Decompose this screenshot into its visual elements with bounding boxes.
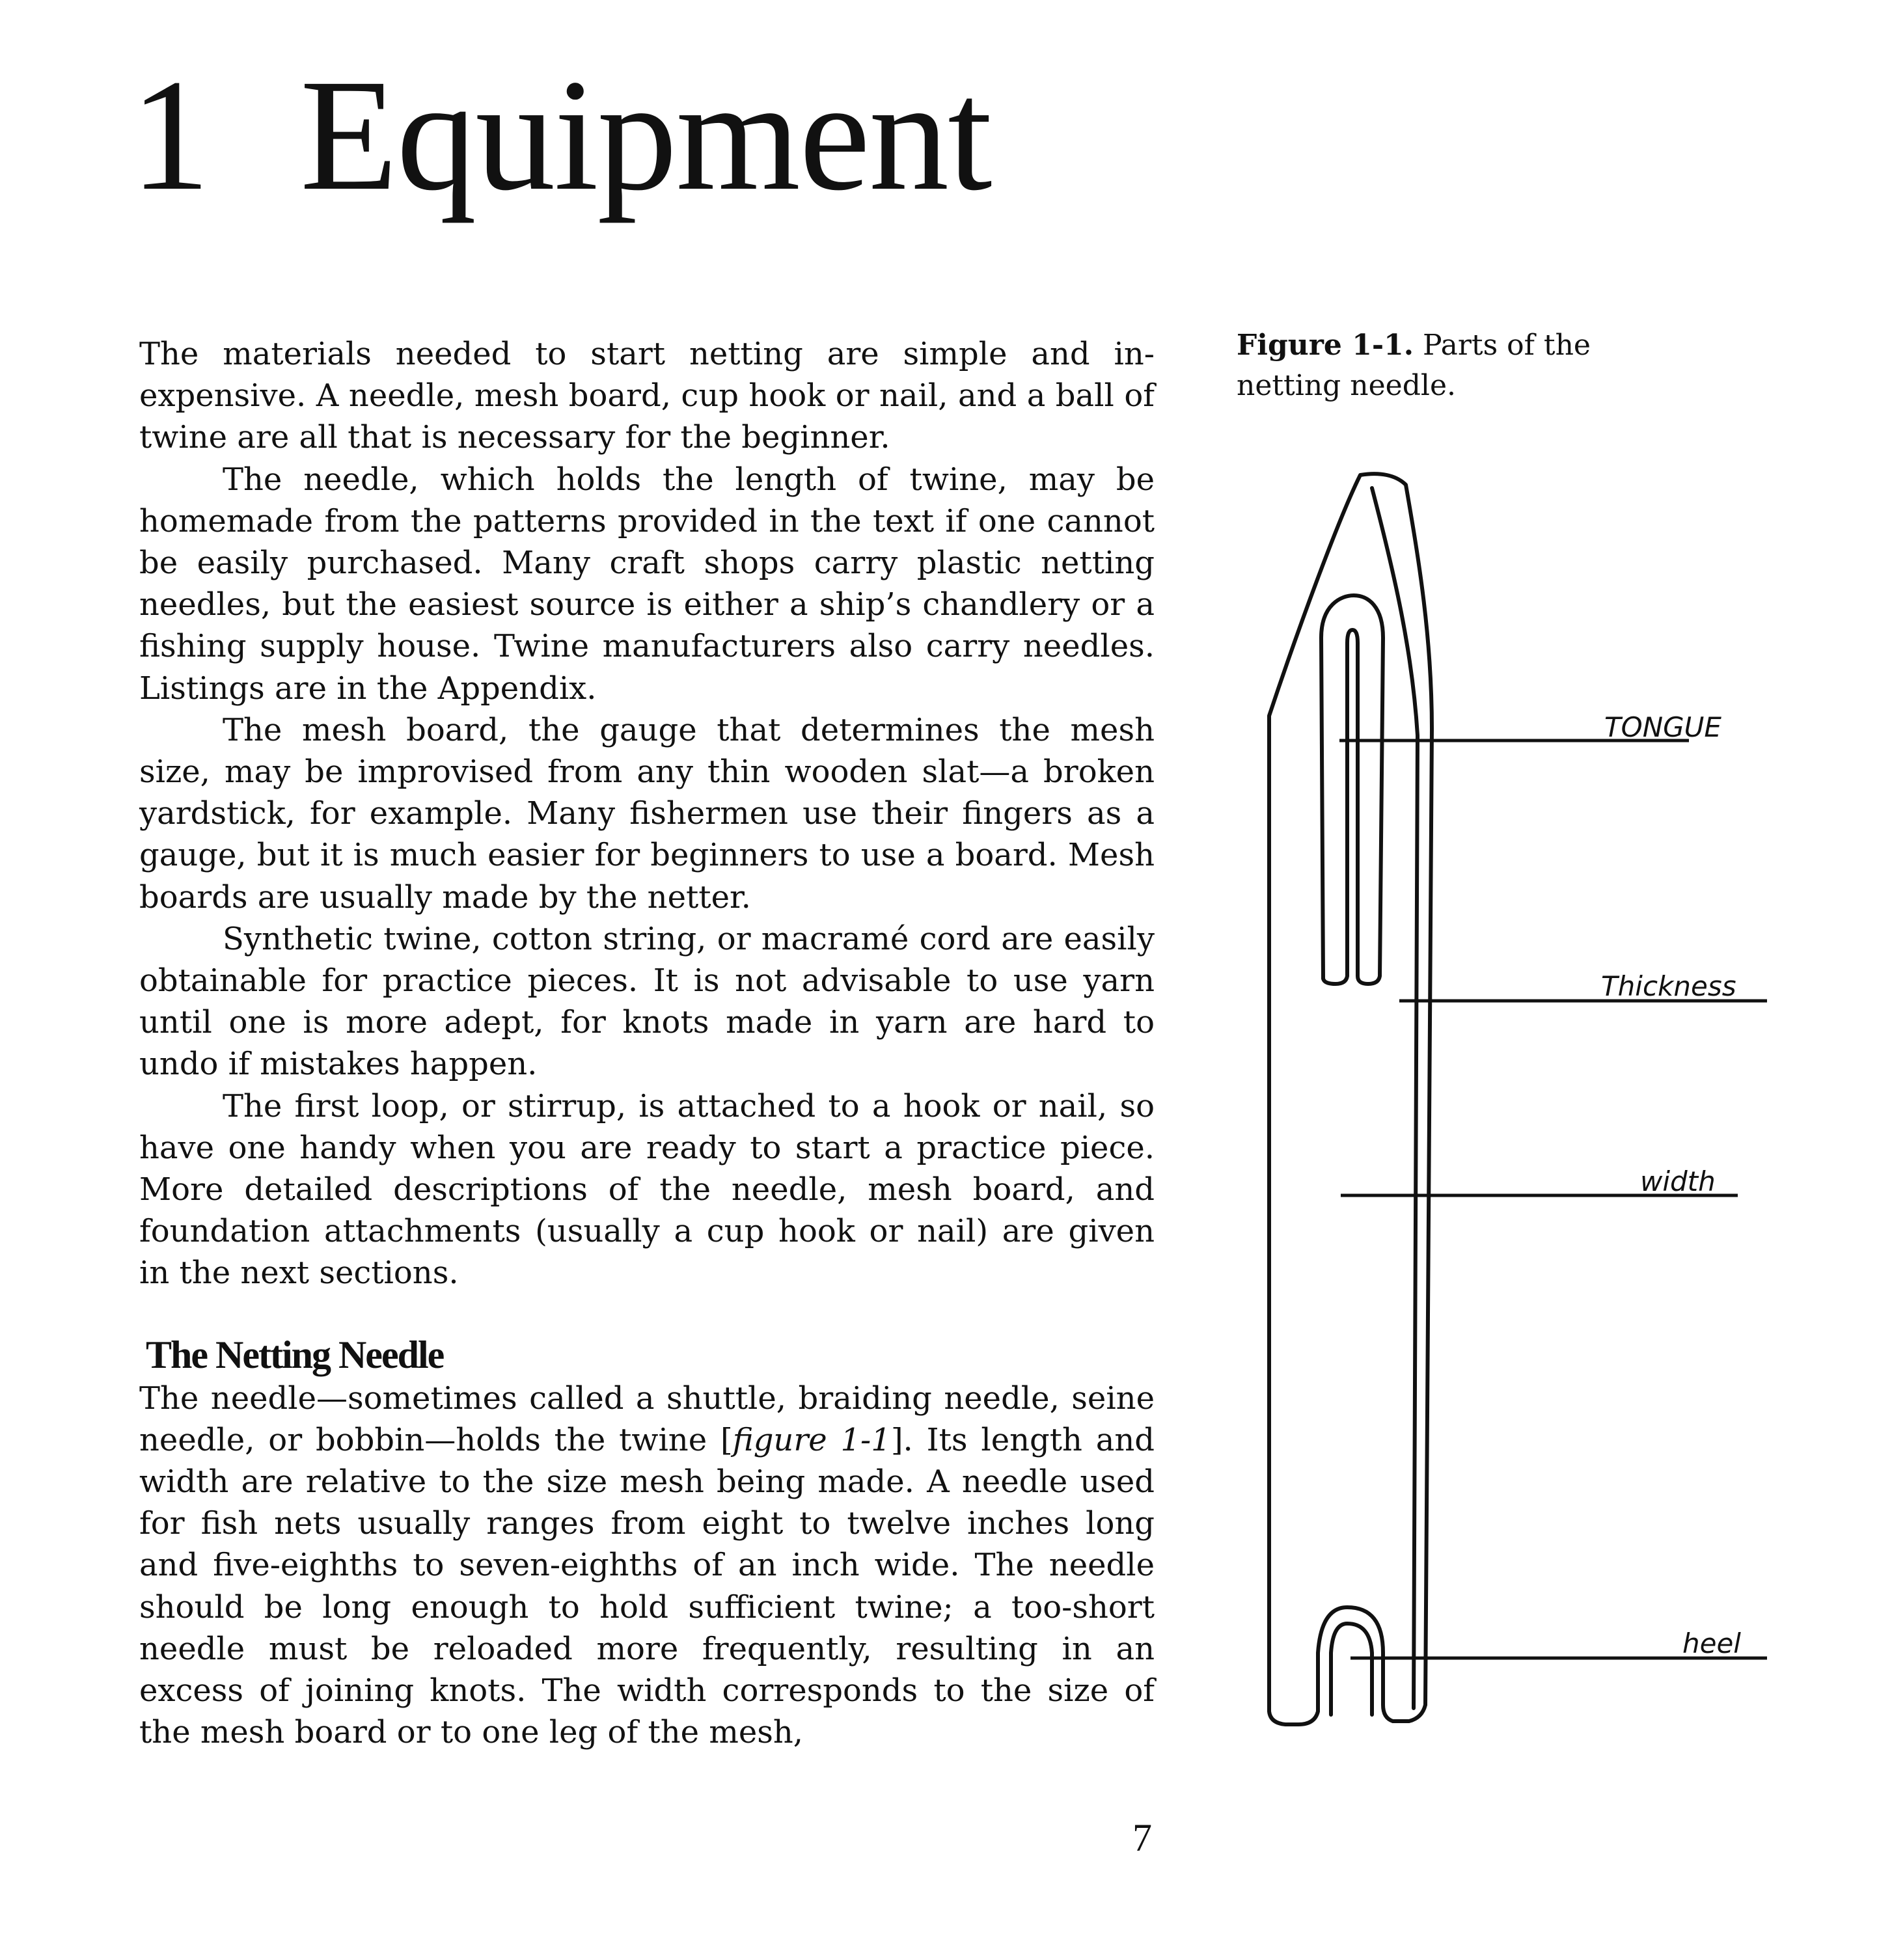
page-number: 7 — [1132, 1816, 1152, 1859]
needle-tongue — [1321, 595, 1383, 984]
intro-paragraph-5: The first loop, or stirrup, is attached to a hook or nail, so have one handy when you are ready to start a practice piece. More detailed descriptions of the needle, mesh board, and foundation attachments (usually a cup hook or nail) are given in the next sections. — [139, 1087, 1155, 1292]
needle-thickness-line — [1372, 488, 1418, 1708]
section-heading: The Netting Needle — [146, 1333, 444, 1376]
figure-label: Figure 1-1. — [1237, 329, 1414, 362]
needle-heel — [1331, 1624, 1372, 1715]
intro-paragraph-4: Synthetic twine, cotton string, or macramé cord are easily obtainable for practice pieces. It is not advisable to use yarn until one is more adept, for knots made in yarn are hard to undo if mistakes happen. — [139, 920, 1155, 1083]
main-text-column — [139, 333, 1155, 1754]
intro-paragraph-3: The mesh board, the gauge that determines the mesh size, may be improvised from any thin wooden slat—a broken yardstick, for example. Many fishermen use their fingers as a gauge, but it is much easier for beginners to use a board. Mesh boards are usually made by the netter. — [139, 711, 1155, 916]
section-text-end: ]. Its length and width are relative to the size mesh being made. A needle used for fish nets usually ranges from eight to twelve inches long and five-eighths to seven-eighths of an inch wide. The needle should be long enough to hold sufficient twine; a too-short needle must be reloaded more frequently, resulting in an excess of joining knots. The width corresponds to the size of the mesh board or to one leg of the mesh, — [139, 1421, 1155, 1751]
section-paragraph — [139, 1378, 1155, 1754]
section-text-start: The needle—sometimes called a shuttle, braiding needle, seine needle, or bobbin—holds the twine [ — [139, 1380, 1155, 1458]
netting-needle-drawing — [1224, 456, 1809, 1757]
chapter-number: 1 — [130, 47, 209, 224]
needle-outline — [1269, 474, 1432, 1724]
figure-reference: figure 1-1 — [732, 1421, 891, 1458]
heel-label: heel — [1682, 1627, 1741, 1659]
netting-needle-figure — [1224, 456, 1809, 1757]
figure-caption — [1237, 325, 1601, 406]
width-label: width — [1640, 1165, 1716, 1197]
chapter-title — [130, 47, 991, 224]
thickness-label: Thickness — [1601, 970, 1736, 1002]
chapter-title-text: Equipment — [300, 47, 991, 224]
tongue-label: TONGUE — [1604, 711, 1721, 743]
intro-paragraph-1: The materials needed to start netting are simple and inexpensive. A needle, mesh board, cup hook or nail, and a ball of twine are all that is necessary for the beginner. — [139, 336, 1155, 456]
figure-caption-text: Parts of the netting needle. — [1237, 329, 1591, 402]
intro-paragraph-2: The needle, which holds the length of twine, may be homemade from the patterns provided in the text if one cannot be easily purchased. Many craft shops carry plastic netting needles, but the easiest source is either a ship’s chandlery or a fishing supply house. Twine manufacturers also carry needles. Listings are in the Appendix. — [139, 461, 1155, 707]
